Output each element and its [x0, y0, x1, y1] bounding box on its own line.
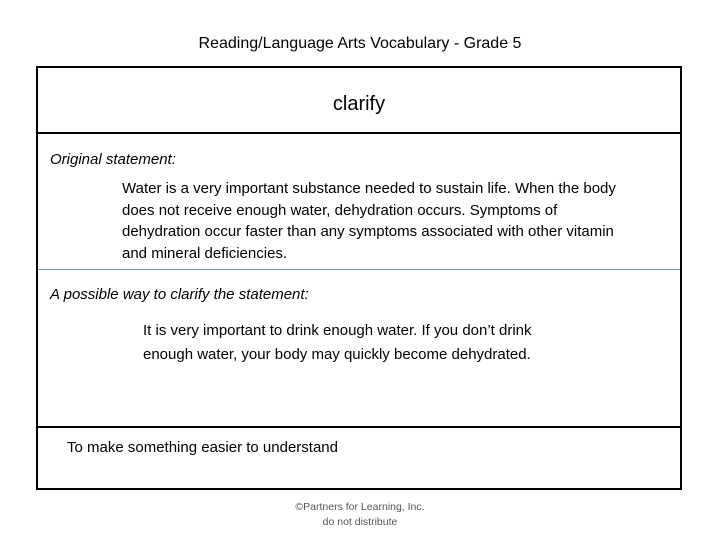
distribution-notice: do not distribute — [322, 516, 398, 528]
clarify-statement-text: It is very important to drink enough water. If you don’t drink enough water, your body may quickly become dehydrated. — [143, 322, 532, 363]
clarify-statement-label: A possible way to clarify the statement: — [50, 286, 309, 303]
word-box — [38, 68, 680, 134]
definition-text: To make something easier to understand — [67, 439, 338, 456]
vocabulary-card — [36, 66, 682, 490]
copyright-line: ©Partners for Learning, Inc. — [295, 501, 425, 513]
original-statement-label: Original statement: — [50, 151, 176, 168]
vocabulary-word: clarify — [332, 93, 386, 115]
section-divider — [38, 269, 680, 270]
page-title: Reading/Language Arts Vocabulary - Grade 5 — [198, 35, 522, 52]
copyright-footer — [250, 500, 470, 530]
definition-box — [38, 426, 680, 488]
original-statement-text: Water is a very important substance needed to sustain life. When the body does not receive enough water, dehydration occurs. Symptoms of dehydration occur faster than any symptoms associated with other vitamin and mineral deficiencies. — [122, 180, 616, 262]
